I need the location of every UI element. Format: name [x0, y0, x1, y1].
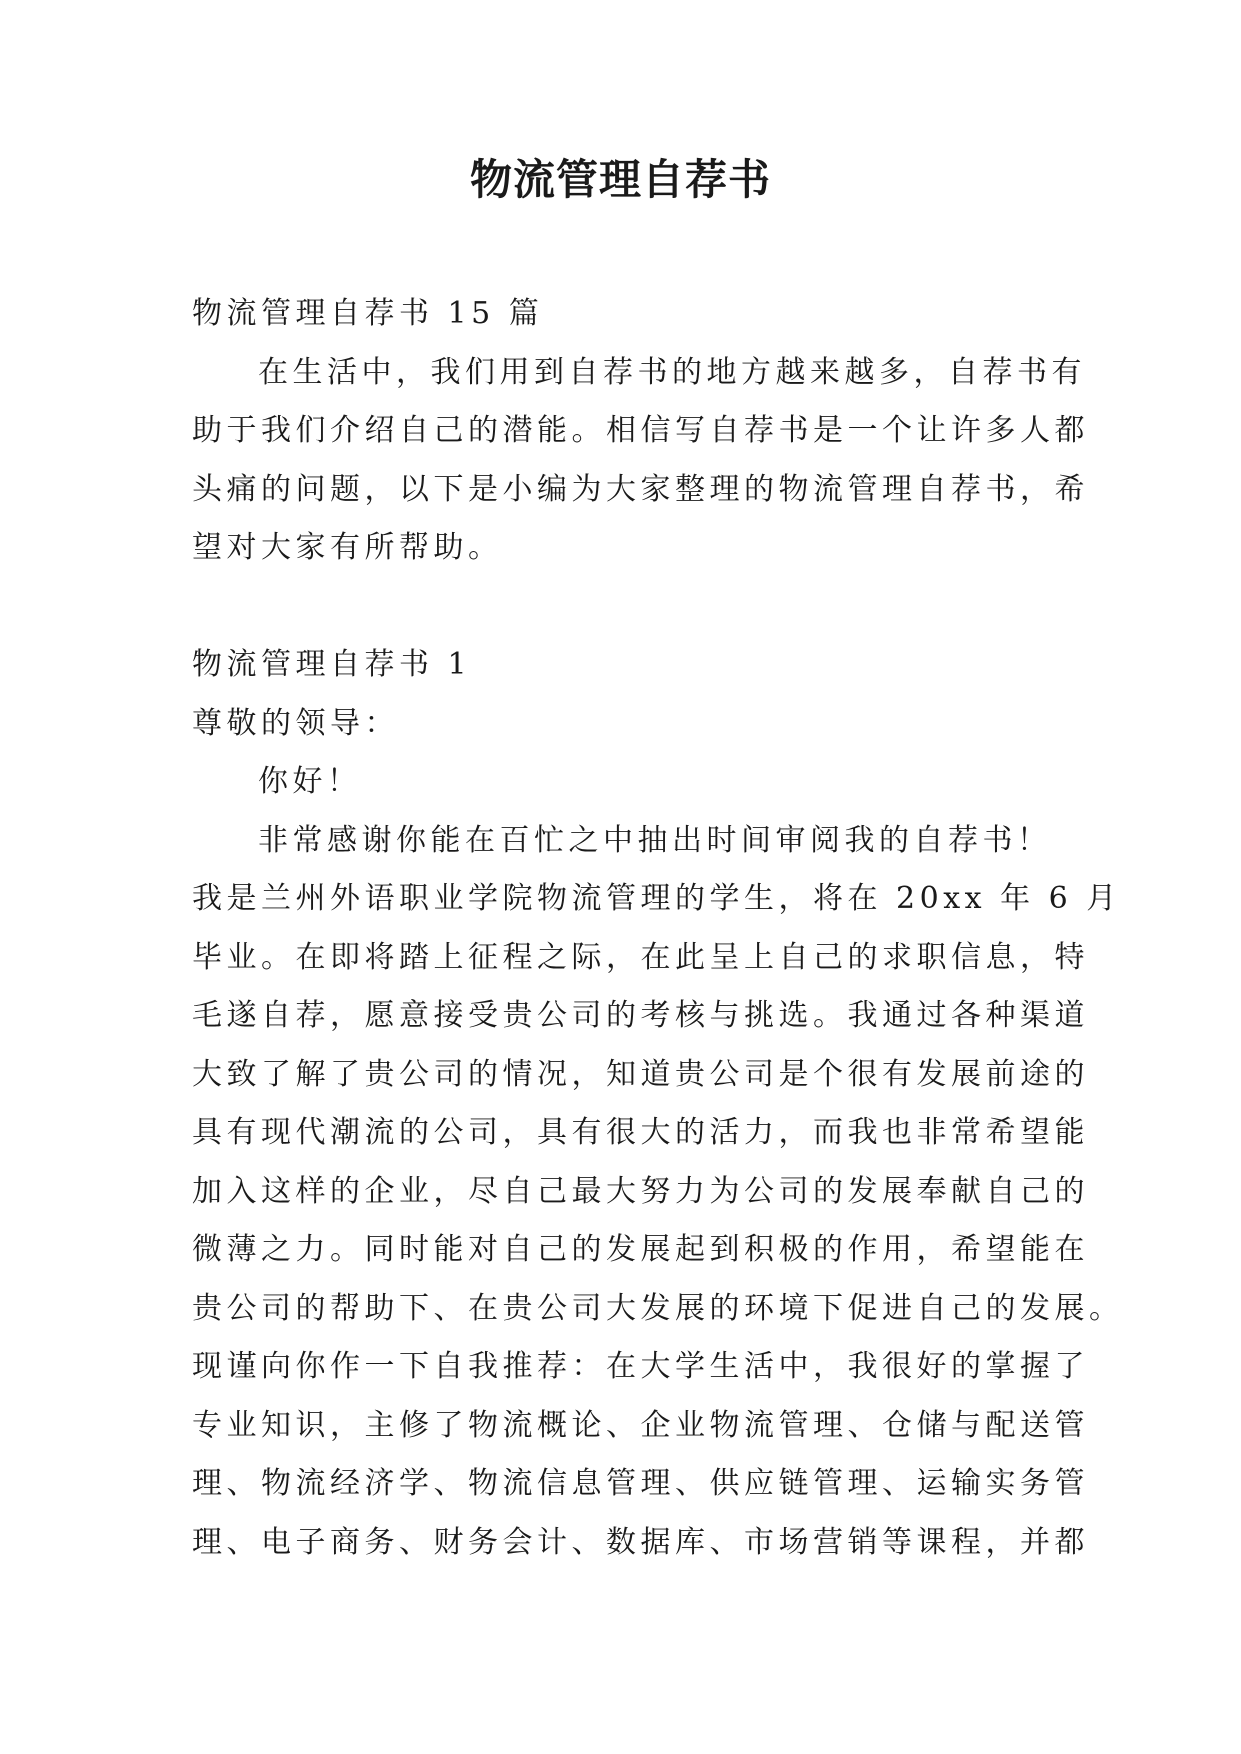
- paragraph-gap: [192, 578, 1058, 637]
- body-line: 理、物流经济学、物流信息管理、供应链管理、运输实务管: [192, 1466, 1089, 1501]
- body-line: 大致了解了贵公司的情况，知道贵公司是个很有发展前途的: [192, 1056, 1089, 1092]
- body-line: 毛遂自荐，愿意接受贵公司的考核与挑选。我通过各种渠道: [192, 998, 1089, 1033]
- document-title: 物流管理自荐书: [469, 155, 771, 204]
- body-line: 现谨向你作一下自我推荐：在大学生活中，我很好的掌握了: [192, 1349, 1089, 1384]
- intro-line: 助于我们介绍自己的潜能。相信写自荐书是一个让许多人都: [192, 413, 1089, 448]
- section-heading: 物流管理自荐书 1: [192, 647, 472, 682]
- body-line: 毕业。在即将踏上征程之际，在此呈上自己的求职信息，特: [192, 939, 1089, 975]
- body-line: 微薄之力。同时能对自己的发展起到积极的作用，希望能在: [192, 1232, 1089, 1267]
- body-line: 非常感谢你能在百忙之中抽出时间审阅我的自荐书！: [258, 822, 1052, 858]
- intro-line: 头痛的问题，以下是小编为大家整理的物流管理自荐书，希: [192, 471, 1089, 507]
- intro-line: 望对大家有所帮助。: [192, 530, 503, 565]
- body-line: 加入这样的企业，尽自己最大努力为公司的发展奉献自己的: [192, 1173, 1089, 1209]
- body-line: 具有现代潮流的公司，具有很大的活力，而我也非常希望能: [192, 1115, 1089, 1150]
- subtitle-line: 物流管理自荐书 15 篇: [192, 296, 544, 331]
- body-line: 理、电子商务、财务会计、数据库、市场营销等课程，并都: [192, 1524, 1089, 1560]
- body-line: 我是兰州外语职业学院物流管理的学生，将在 20xx 年 6 月: [192, 881, 1121, 916]
- intro-line: 在生活中，我们用到自荐书的地方越来越多，自荐书有: [258, 354, 1086, 390]
- salutation-line: 尊敬的领导：: [192, 705, 399, 741]
- greeting-line: 你好！: [258, 764, 362, 799]
- body-line: 专业知识，主修了物流概论、企业物流管理、仓储与配送管: [192, 1407, 1089, 1443]
- document-body: [192, 285, 1124, 1572]
- body-line: 贵公司的帮助下、在贵公司大发展的环境下促进自己的发展。: [192, 1290, 1124, 1326]
